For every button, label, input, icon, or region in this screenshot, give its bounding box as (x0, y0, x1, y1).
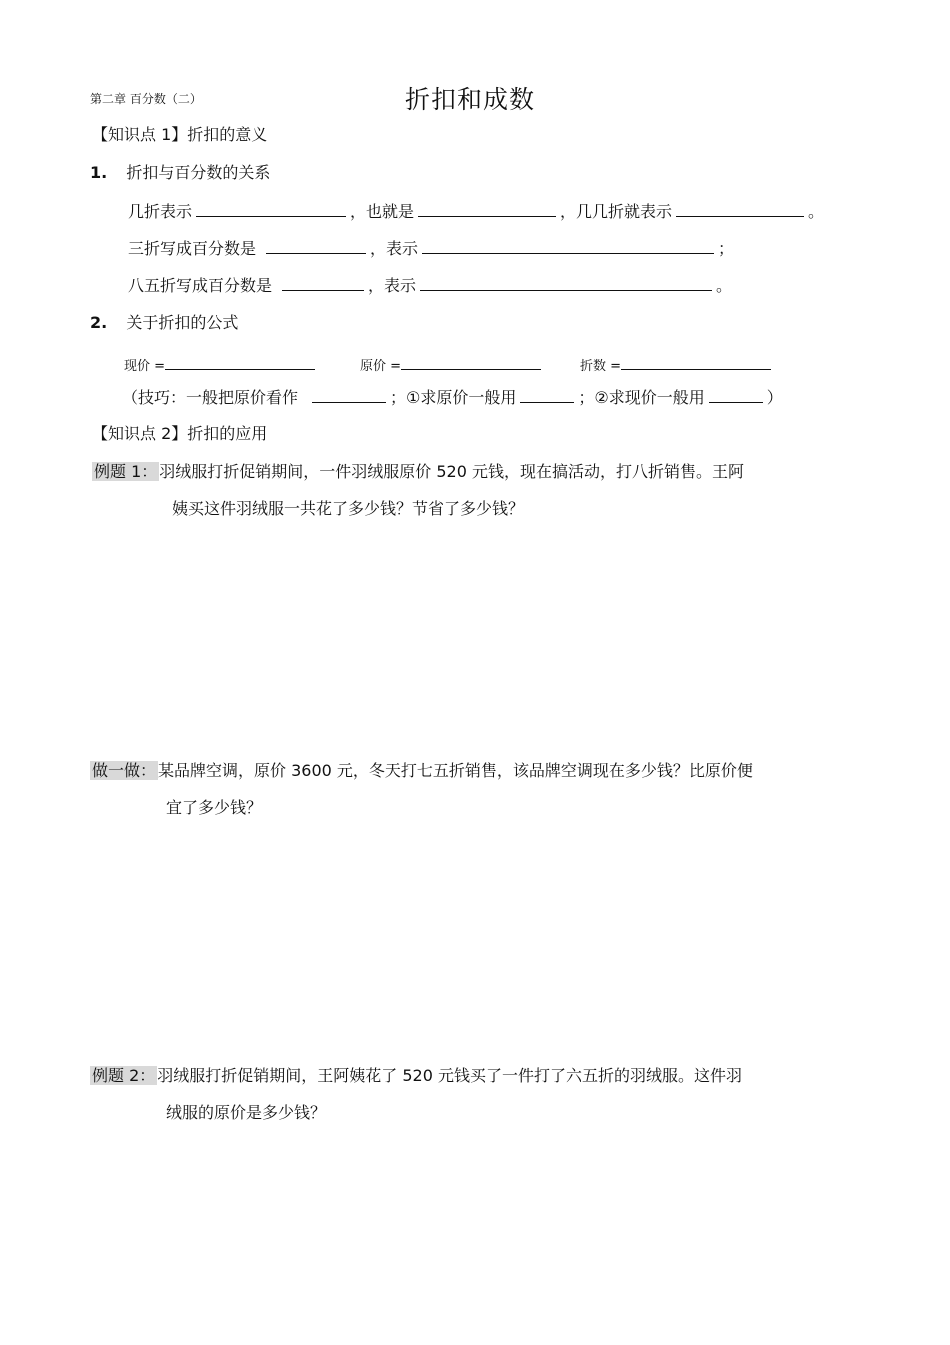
example1-line1 (92, 459, 744, 482)
answer-blank[interactable] (418, 202, 556, 217)
formula-tip (122, 385, 783, 408)
line1-text-c: ，几几折就表示 (560, 202, 673, 221)
practice-text-1: 某品牌空调，原价 3600 元，冬天打七五折销售，该品牌空调现在多少钱？比原价便 (158, 761, 753, 780)
practice-text-2: 宜了多少钱？ (166, 798, 263, 817)
example2-line1 (90, 1063, 742, 1086)
line2-text-c: ； (718, 239, 735, 258)
line1-text-a: 几折表示 (128, 202, 193, 221)
answer-blank[interactable] (621, 355, 771, 370)
line2-text-a: 三折写成百分数是 (128, 239, 257, 258)
formula-now (124, 355, 315, 374)
kp1-heading: 【知识点 1】折扣的意义 (92, 125, 268, 144)
formula-original (360, 355, 541, 374)
answer-blank[interactable] (312, 388, 386, 403)
item1-label: 折扣与百分数的关系 (126, 163, 271, 182)
practice-label: 做一做： (92, 761, 157, 780)
formula-now-label: 现价 = (124, 359, 166, 374)
answer-blank[interactable] (676, 202, 804, 217)
item2-heading (90, 310, 238, 333)
line1-text-d: 。 (808, 202, 825, 221)
relation-line-2 (128, 236, 734, 259)
item1-number: 1. (90, 163, 108, 182)
practice-line1 (90, 758, 753, 781)
answer-blank[interactable] (520, 388, 574, 403)
answer-blank[interactable] (196, 202, 346, 217)
line1-text-b: ，也就是 (350, 202, 415, 221)
page-title: 折扣和成数 (405, 85, 536, 114)
item2-label: 关于折扣的公式 (126, 313, 239, 332)
formula-orig-label: 原价 = (360, 359, 402, 374)
tip-text-b: ；①求原价一般用 (390, 388, 517, 407)
relation-line-3 (128, 273, 732, 296)
relation-line-1 (128, 199, 824, 222)
answer-blank[interactable] (266, 239, 366, 254)
example2-text-1: 羽绒服打折促销期间，王阿姨花了 520 元钱买了一件打了六五折的羽绒服。这件羽 (157, 1066, 742, 1085)
formula-rate (580, 355, 771, 374)
example1-text-2: 姨买这件羽绒服一共花了多少钱？节省了多少钱？ (172, 499, 525, 518)
example1-label: 例题 1： (94, 462, 158, 481)
answer-blank[interactable] (420, 276, 712, 291)
chapter-label: 第二章 百分数（二） (90, 92, 202, 106)
tip-text-a: （技巧：一般把原价看作 (122, 388, 299, 407)
answer-blank[interactable] (709, 388, 763, 403)
tip-text-d: ） (766, 388, 783, 407)
line2-text-b: ，表示 (370, 239, 419, 258)
answer-blank[interactable] (165, 355, 315, 370)
line3-text-b: ，表示 (368, 276, 417, 295)
answer-blank[interactable] (422, 239, 714, 254)
answer-blank[interactable] (401, 355, 541, 370)
line3-text-a: 八五折写成百分数是 (128, 276, 273, 295)
answer-blank[interactable] (282, 276, 364, 291)
item2-number: 2. (90, 313, 108, 332)
formula-rate-label: 折数 = (580, 359, 622, 374)
example1-text-1: 羽绒服打折促销期间，一件羽绒服原价 520 元钱，现在搞活动，打八折销售。王阿 (159, 462, 744, 481)
example2-label: 例题 2： (92, 1066, 156, 1085)
example2-text-2: 绒服的原价是多少钱？ (166, 1103, 327, 1122)
line3-text-c: 。 (716, 276, 733, 295)
item1-heading (90, 160, 270, 183)
kp2-heading: 【知识点 2】折扣的应用 (92, 424, 268, 443)
tip-text-c: ；②求现价一般用 (578, 388, 705, 407)
